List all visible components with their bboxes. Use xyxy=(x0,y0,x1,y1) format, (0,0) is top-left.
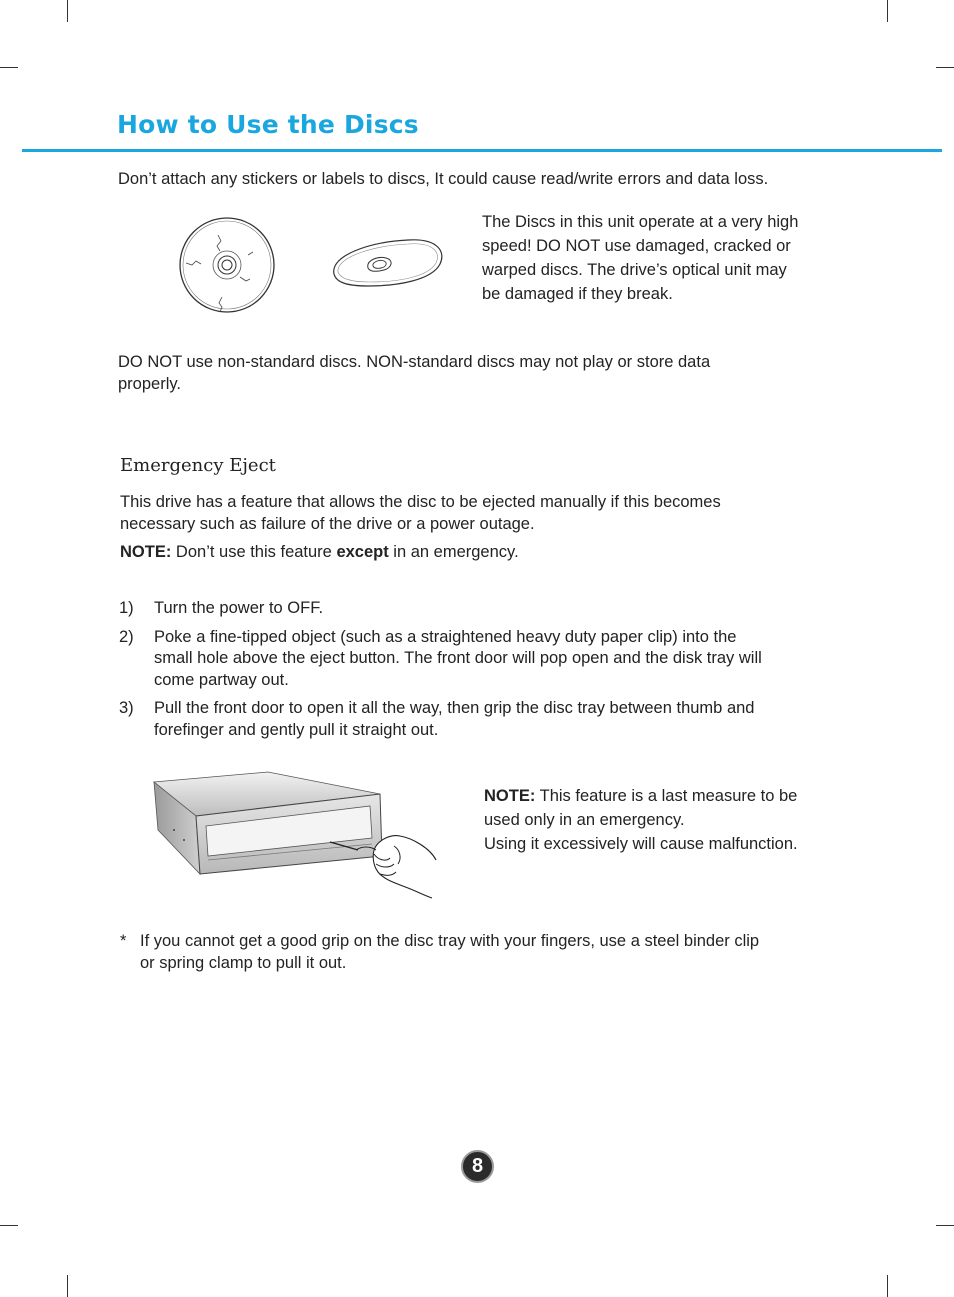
step-number: 1) xyxy=(119,599,134,617)
note-label: NOTE: xyxy=(484,787,536,805)
text-line: or spring clamp to pull it out. xyxy=(140,954,347,972)
list-item xyxy=(119,598,839,620)
text-line: warped discs. The drive’s optical unit may xyxy=(482,261,787,279)
text-line: DO NOT use non-standard discs. NON-standard discs may not play or store data xyxy=(118,353,711,371)
note-text: This feature is a last measure to be xyxy=(535,787,798,805)
cracked-disc-illustration xyxy=(178,215,278,315)
emergency-note xyxy=(120,540,519,564)
text-line: used only in an emergency. xyxy=(484,811,685,829)
crop-mark xyxy=(936,67,954,68)
text-line: necessary such as failure of the drive or a power outage. xyxy=(120,515,535,533)
footnote xyxy=(120,930,840,974)
note-emphasis: except xyxy=(336,543,389,561)
text-line: This drive has a feature that allows the disc to be ejected manually if this becomes xyxy=(120,493,721,511)
crop-mark xyxy=(936,1225,954,1226)
text-line: Using it excessively will cause malfunction. xyxy=(484,835,798,853)
note-label: NOTE: xyxy=(120,543,172,561)
text-line: speed! DO NOT use damaged, cracked or xyxy=(482,237,791,255)
page-number-badge: 8 xyxy=(461,1150,494,1183)
list-item xyxy=(119,698,839,741)
title-rule xyxy=(22,149,942,152)
page-title: How to Use the Discs xyxy=(117,110,419,139)
text-line: small hole above the eject button. The front door will pop open and the disk tray will xyxy=(154,649,762,667)
step-number: 3) xyxy=(119,699,134,717)
note-text: Don’t use this feature xyxy=(171,543,337,561)
text-line xyxy=(484,784,844,808)
text-line: If you cannot get a good grip on the disc tray with your fingers, use a steel binder clip xyxy=(140,932,760,950)
crop-mark xyxy=(67,0,68,22)
text-line: forefinger and gently pull it straight out. xyxy=(154,720,439,739)
optical-drive-illustration xyxy=(150,768,445,900)
eject-steps xyxy=(119,598,839,741)
text-line: come partway out. xyxy=(154,670,289,689)
list-item xyxy=(119,627,839,692)
crop-mark xyxy=(887,1275,888,1297)
last-measure-note xyxy=(484,784,844,856)
crop-mark xyxy=(887,0,888,22)
text-line: be damaged if they break. xyxy=(482,285,673,303)
text-line: Turn the power to OFF. xyxy=(154,599,324,617)
note-text: in an emergency. xyxy=(388,543,519,561)
footnote-marker: * xyxy=(120,932,127,950)
stickers-warning: Don’t attach any stickers or labels to discs, It could cause read/write errors and data loss. xyxy=(118,170,769,188)
text-line: The Discs in this unit operate at a very high xyxy=(482,213,799,231)
text-line: properly. xyxy=(118,375,181,393)
step-number: 2) xyxy=(119,627,134,646)
crop-mark xyxy=(0,1225,18,1226)
crop-mark xyxy=(67,1275,68,1297)
damaged-disc-warning xyxy=(482,210,842,306)
section-heading: Emergency Eject xyxy=(120,455,276,476)
crop-mark xyxy=(0,67,18,68)
emergency-description xyxy=(120,491,840,535)
warped-disc-illustration xyxy=(328,238,446,288)
nonstandard-disc-warning xyxy=(118,351,838,395)
text-line: Pull the front door to open it all the way, then grip the disc tray between thumb and xyxy=(154,699,755,717)
text-line: Poke a fine-tipped object (such as a straightened heavy duty paper clip) into the xyxy=(154,627,737,646)
